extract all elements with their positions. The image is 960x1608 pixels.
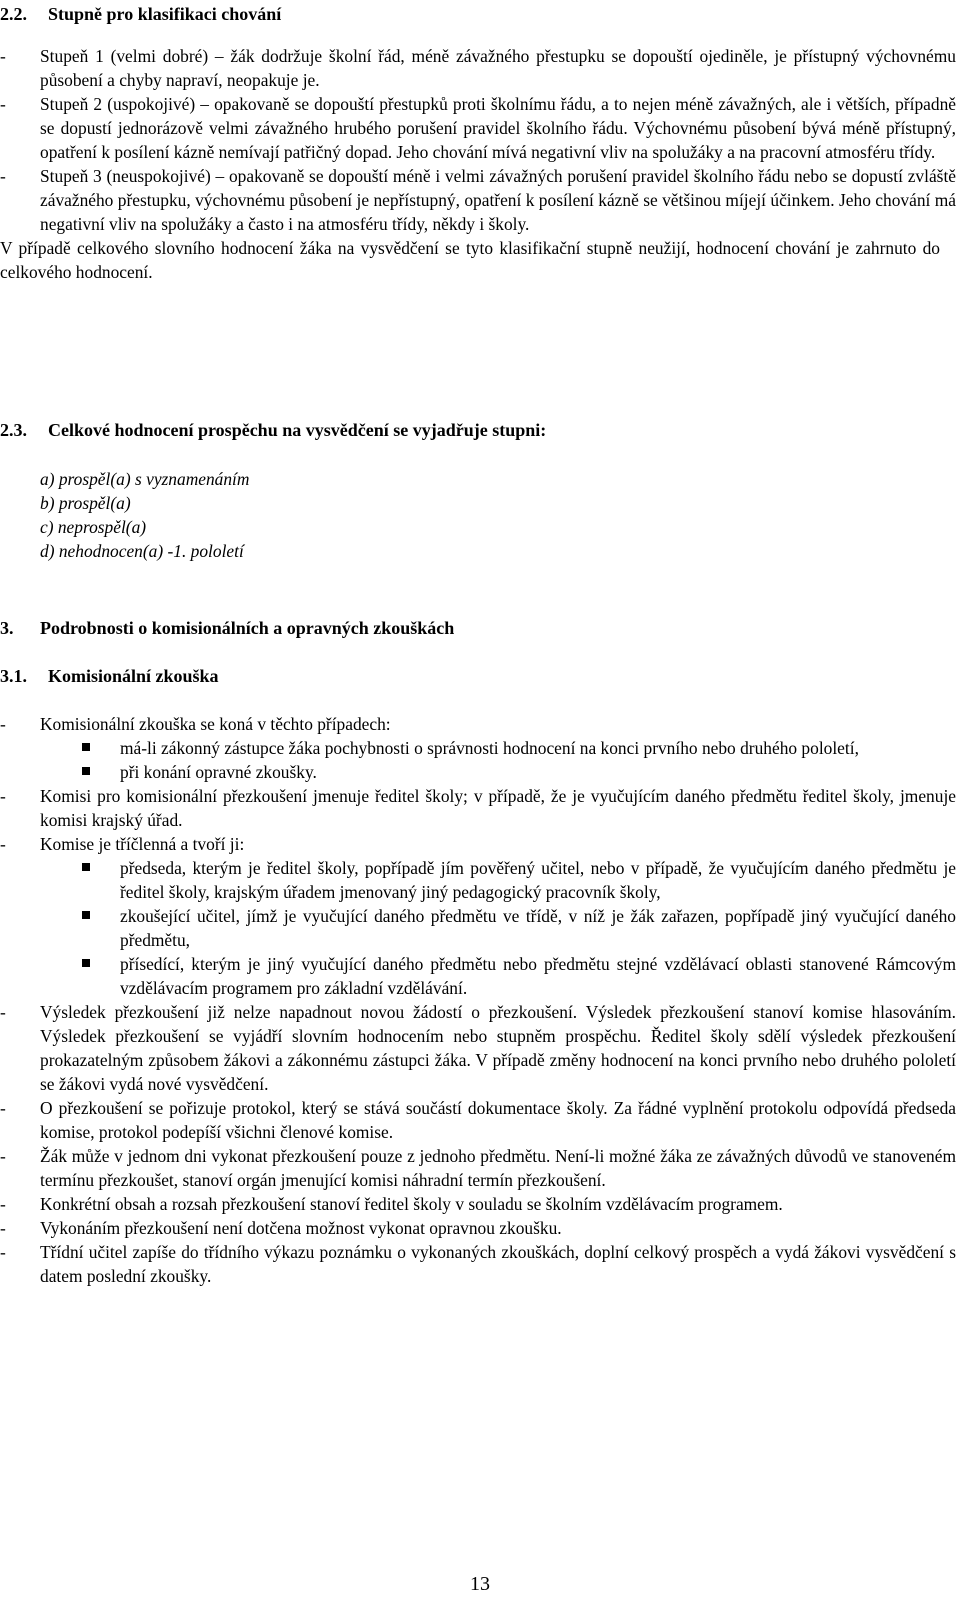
list-item: - Komise je tříčlenná a tvoří ji: xyxy=(0,834,245,854)
grade-option: b) prospěl(a) xyxy=(40,493,131,513)
closing-paragraph: V případě celkového slovního hodnocení žáka na vysvědčení se tyto klasifikační stupně neužijí, hodnocení chování je zahrnuto do celkového hodnocení. xyxy=(0,238,940,282)
grade-option: d) nehodnocen(a) -1. pololetí xyxy=(40,541,244,561)
sub-list-item: při konání opravné zkoušky. xyxy=(0,760,956,784)
list-item: - Třídní učitel zapíše do třídního výkazu poznámku o vykonaných zkouškách, doplní celkový prospěch a vydá žákovi vysvědčení s datem poslední zkoušky. xyxy=(0,1242,956,1286)
grade-options xyxy=(0,467,960,563)
section-title: Stupně pro klasifikaci chování xyxy=(48,4,282,24)
square-bullet-icon xyxy=(82,911,90,919)
grade-option: c) neprospěl(a) xyxy=(40,517,147,537)
list-item: - Stupeň 3 (neuspokojivé) – opakovaně se dopouští méně i velmi závažných porušení pravidel školního řádu nebo se dopustí zvláště závažného přestupku, výchovnému působení je nepřístupný, opatření k posílení kázně se většinou míjejí účinkem. Jeho chování má negativní vliv na spolužáky a často i na atmosféru třídy, někdy i školy. xyxy=(0,166,956,234)
section-title: Podrobnosti o komisionálních a opravných zkouškách xyxy=(40,618,455,638)
list-item: - Žák může v jednom dni vykonat přezkoušení pouze z jednoho předmětu. Není-li možné žáka ze závažných důvodů ve stanoveném termínu přezkoušet, stanoví orgán jmenující komisi náhradní termín přezkoušení. xyxy=(0,1146,956,1190)
sub-list-item: zkoušející učitel, jímž je vyučující daného předmětu ve třídě, v níž je žák zařazen, popřípadě jiný vyučující daného předmětu, xyxy=(0,904,956,952)
section-2-2-heading xyxy=(0,2,960,26)
list-item: - Komisionální zkouška se koná v těchto případech: xyxy=(0,714,391,734)
page-number: 13 xyxy=(470,1573,490,1595)
sub-list-item: přísedící, kterým je jiný vyučující daného předmětu nebo předmětu stejné vzdělávací oblasti stanovené Rámcovým vzdělávacím programem pro základní vzdělávání. xyxy=(0,952,956,1000)
section-3-heading xyxy=(0,616,960,640)
list-item: - Stupeň 2 (uspokojivé) – opakovaně se dopouští přestupků proti školnímu řádu, a to nejen méně závažných, ale i větších, případně se dopustí jednorázově velmi závažného hrubého porušení pravidel školního řádu. Výchovnému působení bývá méně přístupný, opatření k posílení kázně nemívají patřičný dopad. Jeho chování mívá negativní vliv na spolužáky a na pracovní atmosféru třídy. xyxy=(0,94,956,162)
list-item: - Komisi pro komisionální přezkoušení jmenuje ředitel školy; v případě, že je vyučujícím daného předmětu ředitel školy, jmenuje komisi krajský úřad. xyxy=(0,786,956,830)
section-2-2-list xyxy=(0,44,960,284)
grade-option: a) prospěl(a) s vyznamenáním xyxy=(40,469,250,489)
list-item: - O přezkoušení se pořizuje protokol, který se stává součástí dokumentace školy. Za řádné vyplnění protokolu odpovídá předseda komise, protokol podepíší všichni členové komise. xyxy=(0,1098,956,1142)
list-item: - Výsledek přezkoušení již nelze napadnout novou žádostí o přezkoušení. Výsledek přezkoušení stanoví komise hlasováním. Výsledek přezkoušení se vyjádří slovním hodnocením nebo stupněm prospěchu. Ředitel školy sdělí výsledek přezkoušení prokazatelným způsobem žákovi a zákonnému zástupci žáka. V případě změny hodnocení na konci prvního nebo druhého pololetí se žákovi vydá nové vysvědčení. xyxy=(0,1002,956,1094)
section-3-1-content xyxy=(0,712,960,1288)
section-3-1-heading xyxy=(0,664,960,688)
square-bullet-icon xyxy=(82,959,90,967)
section-title: Celkové hodnocení prospěchu na vysvědčení se vyjadřuje stupni: xyxy=(48,420,547,440)
section-title: Komisionální zkouška xyxy=(48,666,219,686)
list-item: - Stupeň 1 (velmi dobré) – žák dodržuje školní řád, méně závažného přestupku se dopouští ojediněle, je přístupný výchovnému působení a chyby napraví, neopakuje je. xyxy=(0,46,956,90)
section-2-3-heading xyxy=(0,418,960,442)
square-bullet-icon xyxy=(82,767,90,775)
square-bullet-icon xyxy=(82,743,90,751)
section-number: 3.1. xyxy=(0,666,27,686)
section-number: 2.3. xyxy=(0,420,27,440)
square-bullet-icon xyxy=(82,863,90,871)
list-item: - Vykonáním přezkoušení není dotčena možnost vykonat opravnou zkoušku. xyxy=(0,1218,562,1238)
sub-list-item: předseda, kterým je ředitel školy, popřípadě jím pověřený učitel, nebo v případě, že vyučujícím daného předmětu je ředitel školy, krajským úřadem jmenovaný jiný pedagogický pracovník školy, xyxy=(0,856,956,904)
section-number: 2.2. xyxy=(0,4,27,24)
sub-list-item: má-li zákonný zástupce žáka pochybnosti o správnosti hodnocení na konci prvního nebo druhého pololetí, xyxy=(0,736,956,760)
section-number: 3. xyxy=(0,618,14,638)
list-item: - Konkrétní obsah a rozsah přezkoušení stanoví ředitel školy v souladu se školním vzdělávacím programem. xyxy=(0,1194,783,1214)
